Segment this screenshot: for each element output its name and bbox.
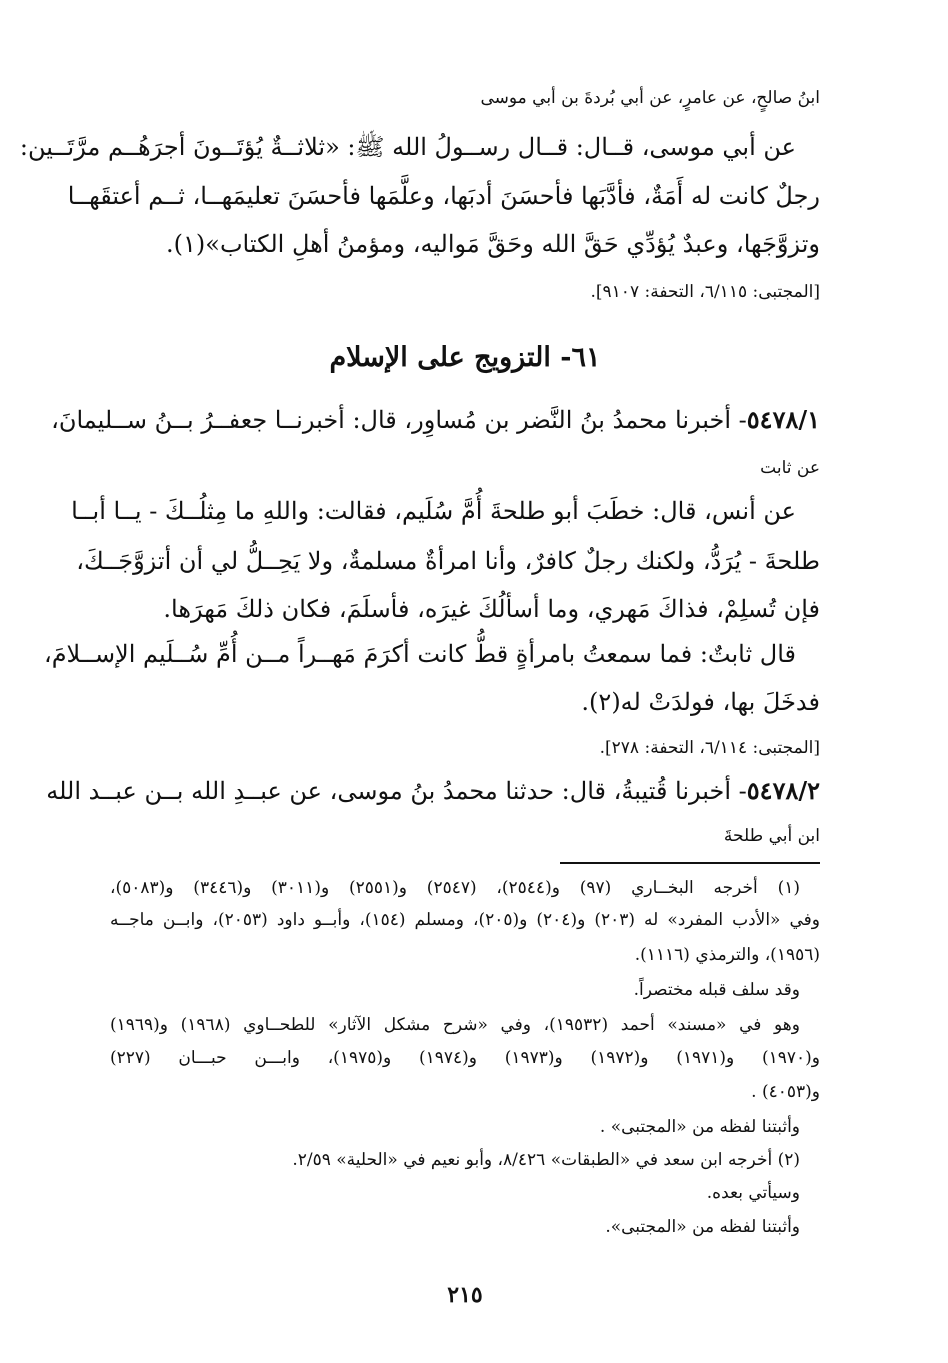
page-number: ٢١٥	[447, 1282, 483, 1308]
hadith-line: عن أنس، قال: خطَبَ أبو طلحةَ أُمَّ سُلَيم، فقالت: واللهِ ما مِثلُــكَ - يــا أبــا	[71, 497, 796, 525]
hadith-number: ٥٤٧٨/٢	[746, 776, 820, 805]
reference-note: [المجتبى: ٦/١١٥، التحفة: ٩١٠٧].	[590, 282, 820, 302]
isnad-line: ابن أبي طلحةَ	[723, 826, 820, 846]
document-page	[19, 0, 820, 1363]
isnad-continuation: ابنُ صالحٍ، عن عامرٍ، عن أبي بُردةَ بن أبي موسى	[480, 88, 820, 108]
isnad-text: - أخبرنا قُتيبةُ، قال: حدثنا محمدُ بنُ موسى، عن عبــدِ الله بــن عبــد الله	[46, 777, 747, 805]
footnote-line: وقد سلف قبله مختصراً.	[633, 980, 800, 1000]
footnote-line: وسيأتي بعده.	[706, 1183, 800, 1203]
footnote-separator	[560, 862, 820, 864]
footnote-line: و(١٩٧٠) و(١٩٧١) و(١٩٧٢) و(١٩٧٣) و(١٩٧٤) و(١٩٧٥)، وابـــن حبـــان (٢٢٧)	[110, 1048, 820, 1068]
hadith-line: وتزوَّجَها، وعبدٌ يُؤدِّي حَقَّ الله وحَقَّ مَواليه، ومؤمنُ أهلِ الكتاب»(١).	[166, 230, 820, 258]
footnote-line: (١) أخرجه البخــاري (٩٧) و(٢٥٤٤)، (٢٥٤٧) و(٢٥٥١) و(٣٠١١) و(٣٤٤٦) و(٥٠٨٣)،	[110, 878, 800, 898]
footnote-line: (٢) أخرجه ابن سعد في «الطبقات» ٨/٤٢٦، وأبو نعيم في «الحلية» ٢/٥٩.	[292, 1150, 800, 1170]
isnad-text: - أخبرنا محمدُ بنُ النَّضر بن مُساوِر، قال: أخبرنــا جعفــرُ بــنُ ســليمانَ،	[51, 406, 747, 434]
isnad-line: عن ثابت	[760, 458, 820, 478]
footnote-line: وأثبتنا لفظه من «المجتبى».	[605, 1217, 800, 1237]
footnote-line: و(٤٠٥٣) .	[751, 1082, 820, 1102]
hadith-line: فإن تُسلِمْ، فذاكَ مَهري، وما أسألُكَ غيرَه، فأسلَمَ، فكان ذلكَ مَهرَها.	[163, 595, 820, 623]
footnote-line: وفي «الأدب المفرد» له (٢٠٣) و(٢٠٤) و(٢٠٥)، ومسلم (١٥٤)، وأبــو داود (٢٠٥٣)، وابــن ماجــه	[110, 910, 820, 930]
footnote-line: (١٩٥٦)، والترمذي (١١١٦).	[634, 945, 820, 965]
hadith-line: قال ثابتٌ: فما سمعتُ بامرأةٍ قطُّ كانت أكرَمَ مَهــراً مــن أُمِّ سُــلَيم الإســلامَ،	[43, 640, 796, 668]
hadith-isnad-line	[46, 776, 820, 805]
hadith-line: رجلٌ كانت له أَمَةٌ، فأدَّبَها فأحسَنَ أدبَها، وعلَّمَها فأحسَنَ تعليمَهــا، ثــم أعتقَهــا	[67, 182, 820, 210]
reference-note: [المجتبى: ٦/١١٤، التحفة: ٢٧٨].	[599, 738, 820, 758]
footnote-line: وأثبتنا لفظه من «المجتبى» .	[599, 1117, 800, 1137]
hadith-line: طلحةَ - يُرَدُّ، ولكنك رجلٌ كافرٌ، وأنا امرأةٌ مسلمةٌ، ولا يَحِــلُّ لي أن أتزوَّجَــكَ،	[76, 547, 820, 575]
hadith-line: فدخَلَ بها، فولدَتْ له(٢).	[581, 688, 820, 716]
chapter-heading: ٦١- التزويج على الإسلام	[329, 342, 601, 373]
hadith-isnad-line	[51, 405, 820, 434]
hadith-number: ٥٤٧٨/١	[746, 405, 820, 434]
footnote-line: وهو في «مسند» أحمد (١٩٥٣٢)، وفي «شرح مشكل الآثار» للطحــاوي (١٩٦٨) و(١٩٦٩)	[110, 1015, 800, 1035]
hadith-line: عن أبي موسى، قــال: قــال رســولُ الله ﷺ: «ثلاثــةٌ يُؤتَــونَ أجرَهُــم مرَّتَــين:	[19, 133, 796, 161]
